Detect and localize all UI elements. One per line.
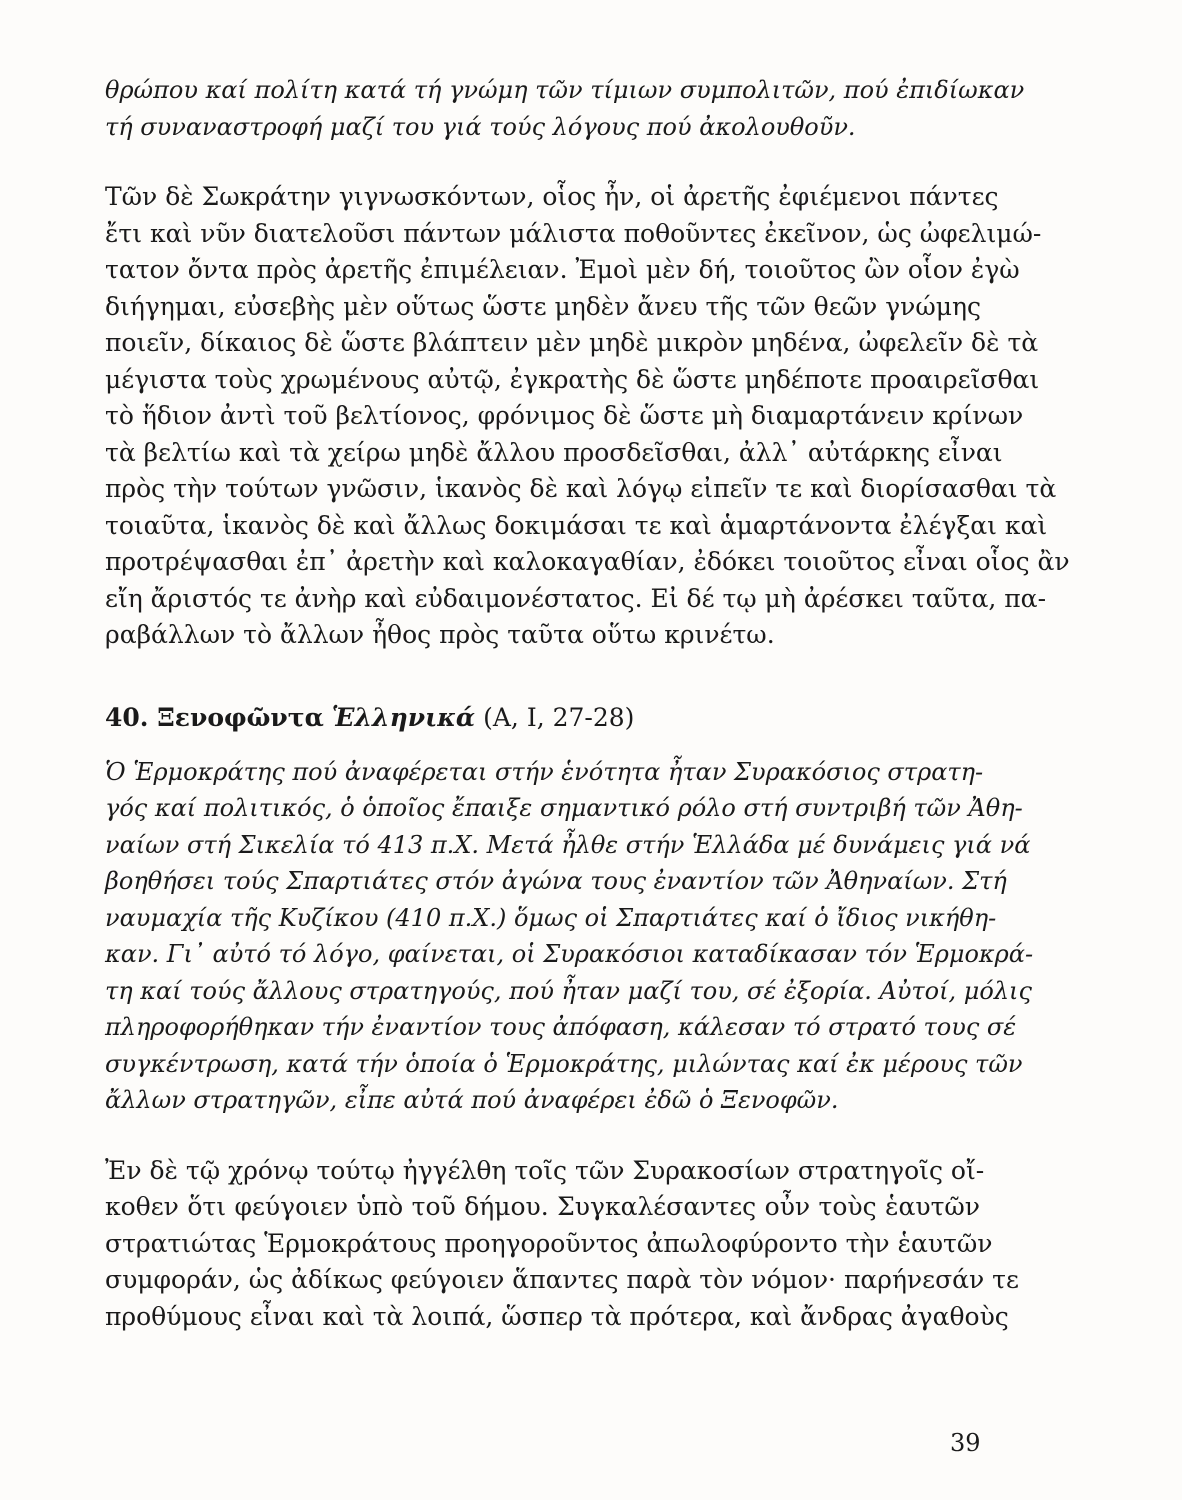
text-line: τὰ βελτίω καὶ τὰ χείρω μηδὲ ἄλλου προσδεῖσθαι, ἀλλ᾽ αὐτάρκης εἶναι xyxy=(105,437,1003,467)
text-line: ποιεῖν, δίκαιος δὲ ὥστε βλάπτειν μὲν μηδὲ μικρὸν μηδένα, ὠφελεῖν δὲ τὰ xyxy=(105,328,1039,357)
text-line: καν. Γι᾽ αὐτό τό λόγο, φαίνεται, οἱ Συρακόσιοι καταδίκασαν τόν Ἑρμοκρά- xyxy=(105,940,1034,968)
text-line: ραβάλλων τὸ ἄλλων ἦθος πρὸς ταῦτα οὕτω κρινέτω. xyxy=(105,620,775,649)
text-line: προτρέψασθαι ἐπ᾽ ἀρετὴν καὶ καλοκαγαθίαν, ἐδόκει τοιοῦτος εἶναι οἷος ἂν xyxy=(105,547,1070,576)
page-number: 39 xyxy=(950,1429,981,1457)
text-line: ἔτι καὶ νῦν διατελοῦσι πάντων μάλιστα ποθοῦντες ἐκεῖνον, ὡς ὠφελιμώ- xyxy=(105,218,1042,248)
page-body xyxy=(105,72,1070,1335)
text-line: συμφοράν, ὡς ἀδίκως φεύγοιεν ἅπαντες παρὰ τὸν νόμον· παρήνεσάν τε xyxy=(105,1265,1019,1294)
text-line: στρατιώτας Ἑρμοκράτους προηγοροῦντος ἀπωλοφύροντο τὴν ἑαυτῶν xyxy=(105,1228,993,1258)
text-line: Ὁ Ἑρμοκράτης πού ἀναφέρεται στήν ἑνότητα ἦταν Συρακόσιος στρατη- xyxy=(105,757,984,786)
text-line: πρὸς τὴν τούτων γνῶσιν, ἱκανὸς δὲ καὶ λόγῳ εἰπεῖν τε καὶ διορίσασθαι τὰ xyxy=(105,474,1057,503)
text-line: διήγημαι, εὐσεβὴς μὲν οὕτως ὥστε μηδὲν ἄνευ τῆς τῶν θεῶν γνώμης xyxy=(105,291,981,321)
text-line: κοθεν ὅτι φεύγοιεν ὑπὸ τοῦ δήμου. Συγκαλέσαντες οὖν τοὺς ἑαυτῶν xyxy=(105,1192,980,1221)
text-line: εἴη ἄριστός τε ἀνὴρ καὶ εὐδαιμονέστατος. Εἰ δέ τῳ μὴ ἀρέσκει ταῦτα, πα- xyxy=(105,583,1047,613)
section-heading xyxy=(105,700,980,736)
work-reference: (Α, I, 27-28) xyxy=(483,702,635,732)
work-title: Ἑλληνικά xyxy=(331,702,476,732)
text-line: Τῶν δὲ Σωκράτην γιγνωσκόντων, οἷος ἦν, οἱ ἀρετῆς ἐφιέμενοι πάντες xyxy=(105,182,999,211)
text-line: γός καί πολιτικός, ὁ ὁποῖος ἔπαιξε σημαντικό ρόλο στή συντριβή τῶν Ἀθη- xyxy=(105,794,1023,822)
text-line: συγκέντρωση, κατά τήν ὁποία ὁ Ἑρμοκράτης, μιλώντας καί ἐκ μέρους τῶν xyxy=(105,1049,1023,1078)
text-line: πληροφορήθηκαν τήν ἐναντίον τους ἀπόφαση, κάλεσαν τό στρατό τους σέ xyxy=(105,1013,1017,1041)
intro-commentary-2 xyxy=(105,754,1034,1119)
text-line: Ἐν δὲ τῷ χρόνῳ τούτῳ ἠγγέλθη τοῖς τῶν Συρακοσίων στρατηγοῖς οἴ- xyxy=(105,1155,985,1185)
text-line: τη καί τούς ἄλλους στρατηγούς, πού ἦταν μαζί του, σέ ἐξορία. Αὐτοί, μόλις xyxy=(105,976,1032,1005)
text-line: τὸ ἥδιον ἀντὶ τοῦ βελτίονος, φρόνιμος δὲ ὥστε μὴ διαμαρτάνειν κρίνων xyxy=(105,401,1024,430)
section-number-author: 40. Ξενοφῶντα xyxy=(105,702,324,732)
text-line: ναυμαχία τῆς Κυζίκου (410 π.Χ.) ὅμως οἱ Σπαρτιάτες καί ὁ ἴδιος νικήθη- xyxy=(105,903,997,932)
text-line: τοιαῦτα, ἱκανὸς δὲ καὶ ἄλλως δοκιμάσαι τε καὶ ἁμαρτάνοντα ἐλέγξαι καὶ xyxy=(105,510,1048,540)
text-line: βοηθήσει τούς Σπαρτιάτες στόν ἀγώνα τους ἐναντίον τῶν Ἀθηναίων. Στή xyxy=(105,867,1007,895)
text-line: μέγιστα τοὺς χρωμένους αὐτῷ, ἐγκρατὴς δὲ ὥστε μηδέποτε προαιρεῖσθαι xyxy=(105,364,1040,394)
text-line: θρώπου καί πολίτη κατά τή γνώμη τῶν τίμιων συμπολιτῶν, πού ἐπιδίωκαν xyxy=(105,76,1025,104)
text-line: ἄλλων στρατηγῶν, εἶπε αὐτά πού ἀναφέρει ἐδῶ ὁ Ξενοφῶν. xyxy=(105,1086,839,1114)
greek-passage-1 xyxy=(105,179,1070,654)
intro-commentary xyxy=(105,72,1025,145)
text-line: ναίων στή Σικελία τό 413 π.Χ. Μετά ἦλθε στήν Ἑλλάδα μέ δυνάμεις γιά νά xyxy=(105,830,1031,859)
greek-passage-2 xyxy=(105,1153,1019,1336)
text-line: τή συναναστροφή μαζί του γιά τούς λόγους πού ἀκολουθοῦν. xyxy=(105,112,856,141)
text-line: προθύμους εἶναι καὶ τὰ λοιπά, ὥσπερ τὰ πρότερα, καὶ ἄνδρας ἀγαθοὺς xyxy=(105,1301,1009,1331)
text-line: τατον ὄντα πρὸς ἀρετῆς ἐπιμέλειαν. Ἐμοὶ μὲν δή, τοιοῦτος ὢν οἷον ἐγὼ xyxy=(105,255,1020,284)
